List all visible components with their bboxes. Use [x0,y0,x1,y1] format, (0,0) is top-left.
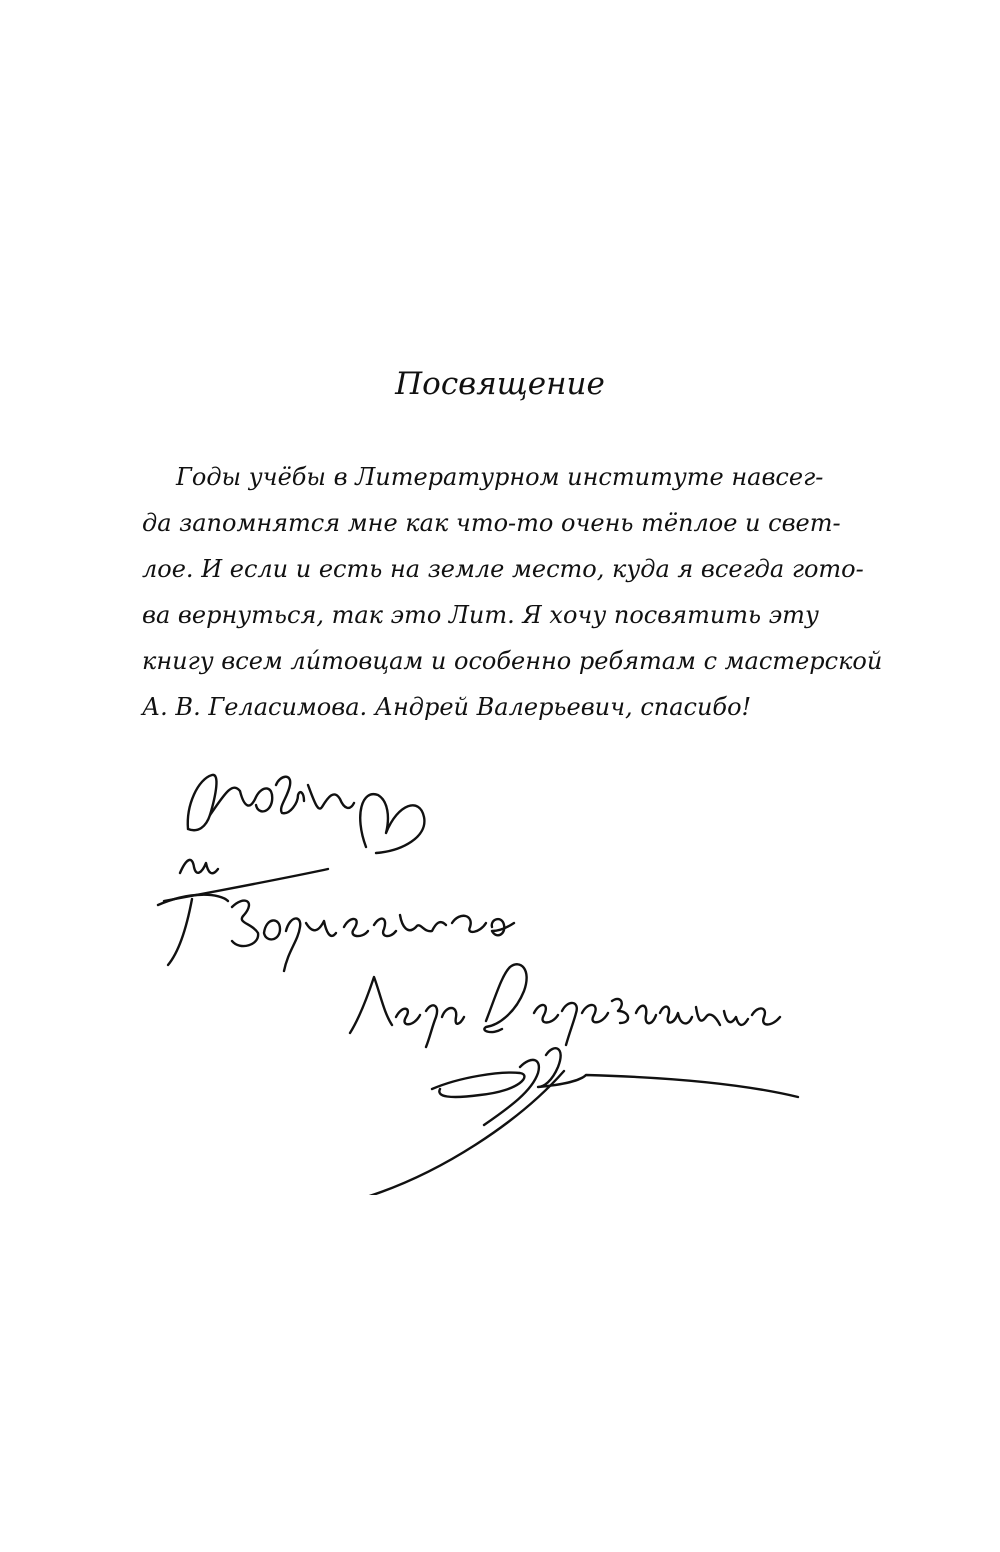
book-page: Посвящение Годы учёбы в Литературном институте навсег- да запомнятся мне как что-то очень тёплое и свет- лое. И если и есть на земле место, куда я всегда гото- ва вернуться, так это Лит. Я хочу посвятить эту книгу всем ли́товцам и особенно ребятам с мастерской А. В. Геласимова. Андрей Валерьевич, спасибо! [0,0,1000,1552]
handwritten-word-tvorchestva [158,895,514,971]
handwritten-author-name [350,964,780,1047]
handwritten-signature [140,755,820,1195]
handwritten-word-lyubvi [188,775,425,853]
dedication-heading: Посвящение [395,366,605,402]
dedication-line-1: Годы учёбы в Литературном институте навсег- [176,463,824,491]
signature-flourish [360,1048,798,1195]
